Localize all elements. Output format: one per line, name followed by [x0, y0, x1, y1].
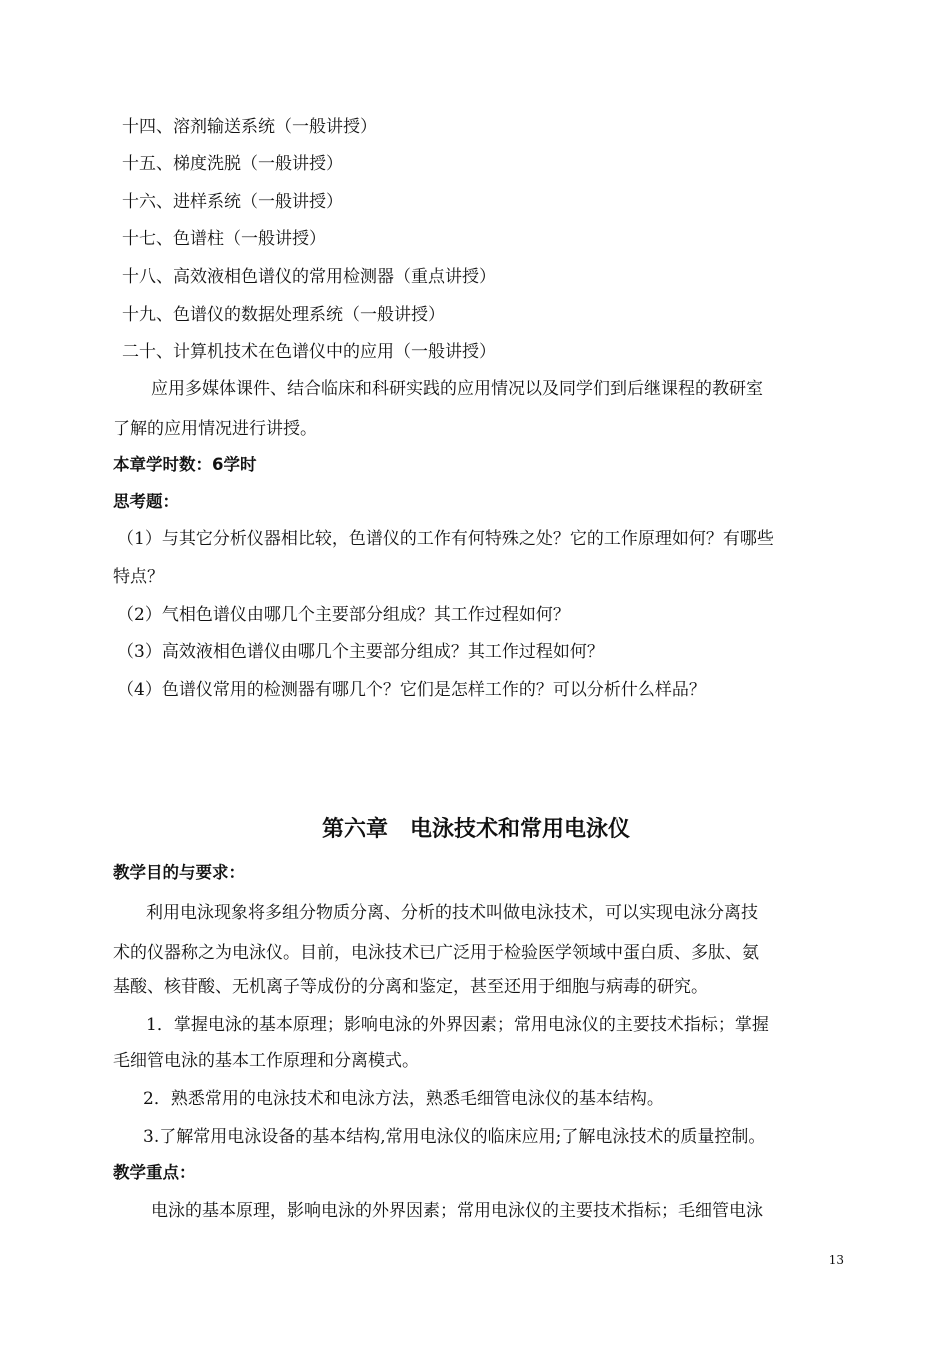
key-points-line-1: 电泳的基本原理，影响电泳的外界因素；常用电泳仪的主要技术指标；毛细管电泳 — [151, 1201, 763, 1221]
objective-1-line-2: 毛细管电泳的基本工作原理和分离模式。 — [113, 1051, 419, 1071]
chapter-hours: 本章学时数：6学时 — [113, 455, 257, 474]
intro-line-3: 基酸、核苷酸、无机离子等成份的分离和鉴定，甚至还用于细胞与病毒的研究。 — [113, 977, 708, 997]
outline-item-19: 十九、色谱仪的数据处理系统（一般讲授） — [122, 305, 445, 325]
objectives-heading: 教学目的与要求： — [113, 863, 245, 882]
key-points-heading: 教学重点： — [113, 1163, 196, 1182]
question-1-line-2: 特点？ — [113, 567, 164, 587]
questions-heading: 思考题： — [113, 492, 179, 511]
outline-item-16: 十六、进样系统（一般讲授） — [122, 192, 343, 212]
chapter-title: 第六章 电泳技术和常用电泳仪 — [321, 817, 630, 842]
outline-item-14: 十四、溶剂输送系统（一般讲授） — [122, 117, 377, 137]
outline-item-17: 十七、色谱柱（一般讲授） — [122, 229, 326, 249]
teaching-method-line-2: 了解的应用情况进行讲授。 — [113, 419, 317, 439]
outline-item-15: 十五、梯度洗脱（一般讲授） — [122, 154, 343, 174]
objective-1-line-1: 1．掌握电泳的基本原理；影响电泳的外界因素；常用电泳仪的主要技术指标；掌握 — [146, 1015, 769, 1035]
objective-3: 3.了解常用电泳设备的基本结构,常用电泳仪的临床应用;了解电泳技术的质量控制。 — [143, 1127, 766, 1147]
question-3: （3）高效液相色谱仪由哪几个主要部分组成？其工作过程如何？ — [117, 642, 604, 662]
intro-line-1: 利用电泳现象将多组分物质分离、分析的技术叫做电泳技术，可以实现电泳分离技 — [146, 903, 758, 923]
page-number: 13 — [828, 1253, 844, 1267]
outline-item-18: 十八、高效液相色谱仪的常用检测器（重点讲授） — [122, 267, 496, 287]
question-4: （4）色谱仪常用的检测器有哪几个？它们是怎样工作的？可以分析什么样品？ — [117, 680, 706, 700]
objective-2: 2．熟悉常用的电泳技术和电泳方法，熟悉毛细管电泳仪的基本结构。 — [143, 1089, 664, 1109]
intro-line-2: 术的仪器称之为电泳仪。目前，电泳技术已广泛用于检验医学领域中蛋白质、多肽、氨 — [113, 943, 759, 963]
question-1-line-1: （1）与其它分析仪器相比较，色谱仪的工作有何特殊之处？它的工作原理如何？有哪些 — [117, 529, 774, 549]
teaching-method-line-1: 应用多媒体课件、结合临床和科研实践的应用情况以及同学们到后继课程的教研室 — [151, 379, 763, 399]
outline-item-20: 二十、计算机技术在色谱仪中的应用（一般讲授） — [122, 342, 496, 362]
question-2: （2）气相色谱仪由哪几个主要部分组成？其工作过程如何？ — [117, 605, 570, 625]
